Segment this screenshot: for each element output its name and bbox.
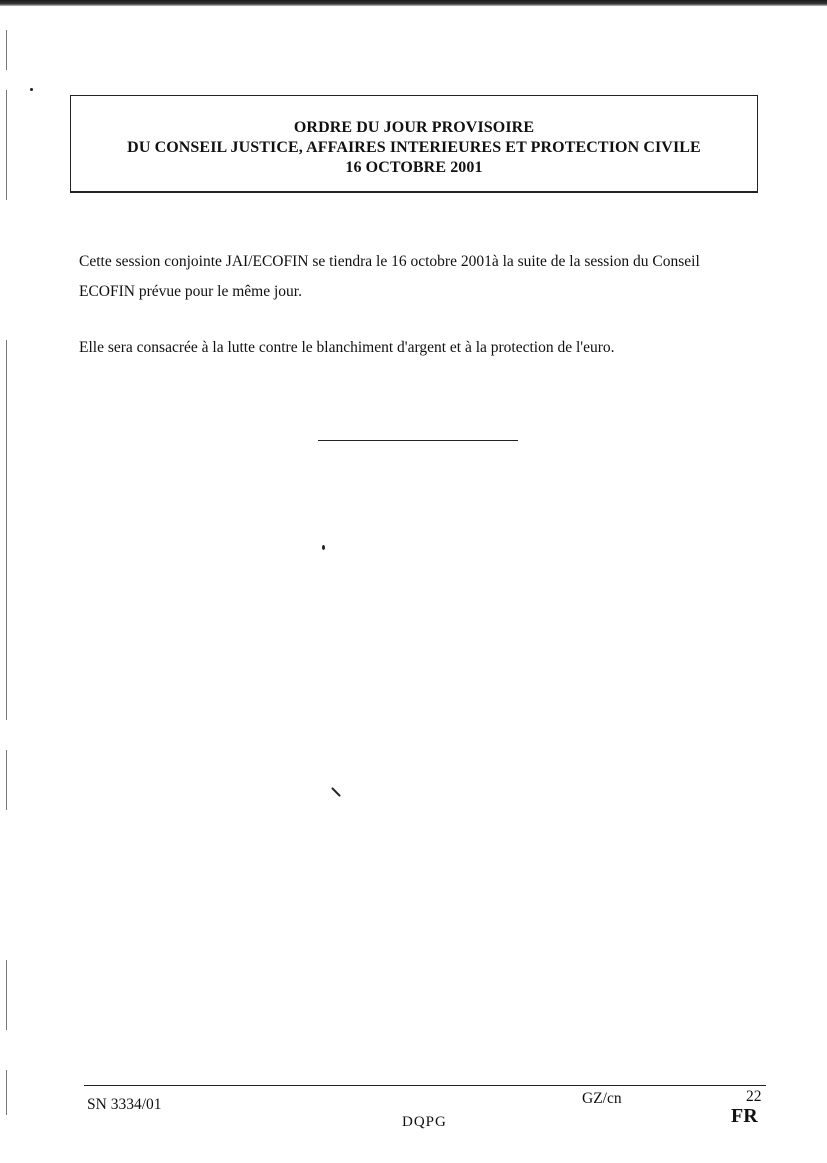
scan-speck <box>322 545 325 550</box>
scan-margin-mark <box>6 340 7 720</box>
footer-rule <box>84 1085 766 1086</box>
topic-paragraph: Elle sera consacrée à la lutte contre le blanchiment d'argent et à la protection de l'euro. <box>79 339 615 356</box>
scan-margin-mark <box>6 30 7 70</box>
scan-margin-mark <box>6 960 7 1030</box>
session-paragraph-line: ECOFIN prévue pour le même jour. <box>79 283 302 300</box>
scan-speck <box>30 88 33 91</box>
meeting-date: 16 OCTOBRE 2001 <box>345 159 483 176</box>
session-paragraph <box>79 247 759 307</box>
council-name: DU CONSEIL JUSTICE, AFFAIRES INTERIEURES ET PROTECTION CIVILE <box>127 139 701 156</box>
session-paragraph-line: Cette session conjointe JAI/ECOFIN se tiendra le 16 octobre 2001à la suite de la session du Conseil <box>79 253 700 270</box>
page-number: 22 <box>746 1088 762 1105</box>
agenda-title: ORDRE DU JOUR PROVISOIRE <box>293 119 535 136</box>
agenda-title-box <box>70 95 758 193</box>
scan-margin-mark <box>6 90 7 200</box>
scan-speck <box>331 787 341 797</box>
department-code: DQPG <box>402 1114 447 1130</box>
end-separator-line <box>318 440 518 441</box>
document-reference: SN 3334/01 <box>87 1096 162 1113</box>
scan-margin-mark <box>6 1070 7 1115</box>
scan-margin-mark <box>6 750 7 810</box>
language-code: FR <box>731 1105 758 1127</box>
scan-edge-bar <box>0 0 827 6</box>
author-initials: GZ/cn <box>582 1090 622 1107</box>
